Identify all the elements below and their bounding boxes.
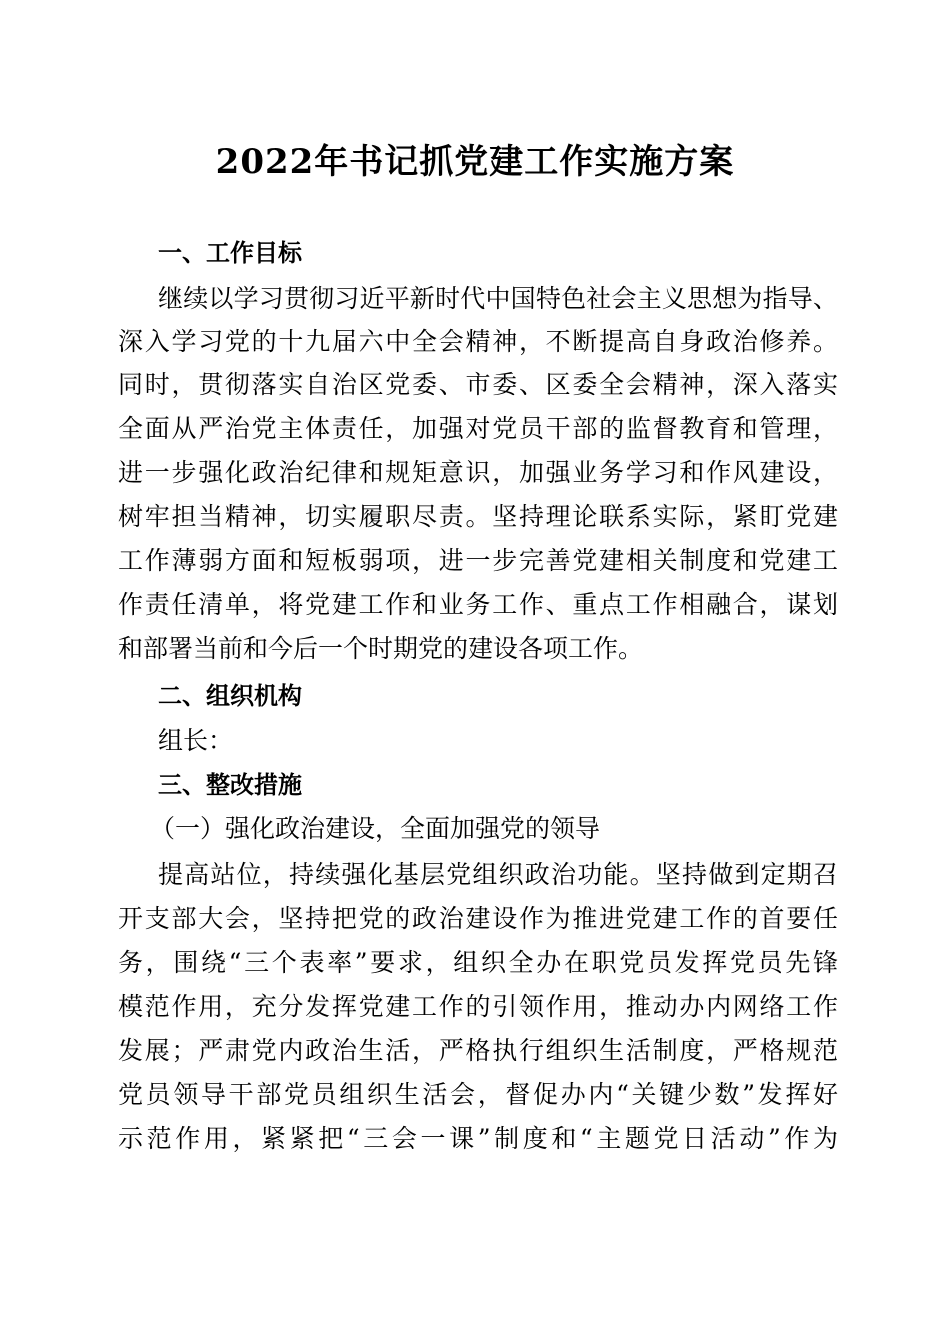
paragraph-line: 继续以学习贯彻习近平新时代中国特色社会主义思想为指导、 (158, 284, 838, 313)
paragraph-line: 开支部大会，坚持把党的政治建设作为推进党建工作的首要任 (118, 904, 838, 933)
paragraph-line: 模范作用，充分发挥党建工作的引领作用，推动办内网络工作 (118, 992, 838, 1021)
paragraph-line: 进一步强化政治纪律和规矩意识，加强业务学习和作风建设， (118, 458, 838, 487)
paragraph-line: 同时，贯彻落实自治区党委、市委、区委全会精神，深入落实 (118, 370, 838, 399)
section-heading-3: 三、整改措施 (158, 771, 302, 799)
document-title: 2022年书记抓党建工作实施方案 (215, 142, 735, 182)
paragraph-line: 深入学习党的十九届六中全会精神，不断提高自身政治修养。 (118, 327, 838, 356)
paragraph-line: 务，围绕“三个表率”要求，组织全办在职党员发挥党员先锋 (118, 948, 838, 977)
paragraph-line: 树牢担当精神，切实履职尽责。坚持理论联系实际，紧盯党建 (118, 502, 838, 531)
paragraph-line: 工作薄弱方面和短板弱项，进一步完善党建相关制度和党建工 (118, 546, 838, 575)
paragraph-line: 提高站位，持续强化基层党组织政治功能。坚持做到定期召 (158, 860, 838, 889)
paragraph-line: 作责任清单，将党建工作和业务工作、重点工作相融合，谋划 (118, 590, 838, 619)
subsection-heading: （一）强化政治建设，全面加强党的领导 (150, 814, 601, 843)
paragraph-line: 全面从严治党主体责任，加强对党员干部的监督教育和管理， (118, 414, 838, 443)
section-heading-2: 二、组织机构 (158, 682, 302, 710)
paragraph-line: 组长： (158, 726, 234, 755)
section-heading-1: 一、工作目标 (158, 239, 302, 267)
paragraph-line: 和部署当前和今后一个时期党的建设各项工作。 (118, 634, 644, 663)
paragraph-line: 示范作用，紧紧把“三会一课”制度和“主题党日活动”作为 (118, 1124, 838, 1153)
paragraph-line: 党员领导干部党员组织生活会，督促办内“关键少数”发挥好 (118, 1080, 838, 1109)
paragraph-line: 发展；严肃党内政治生活，严格执行组织生活制度，严格规范 (118, 1036, 838, 1065)
